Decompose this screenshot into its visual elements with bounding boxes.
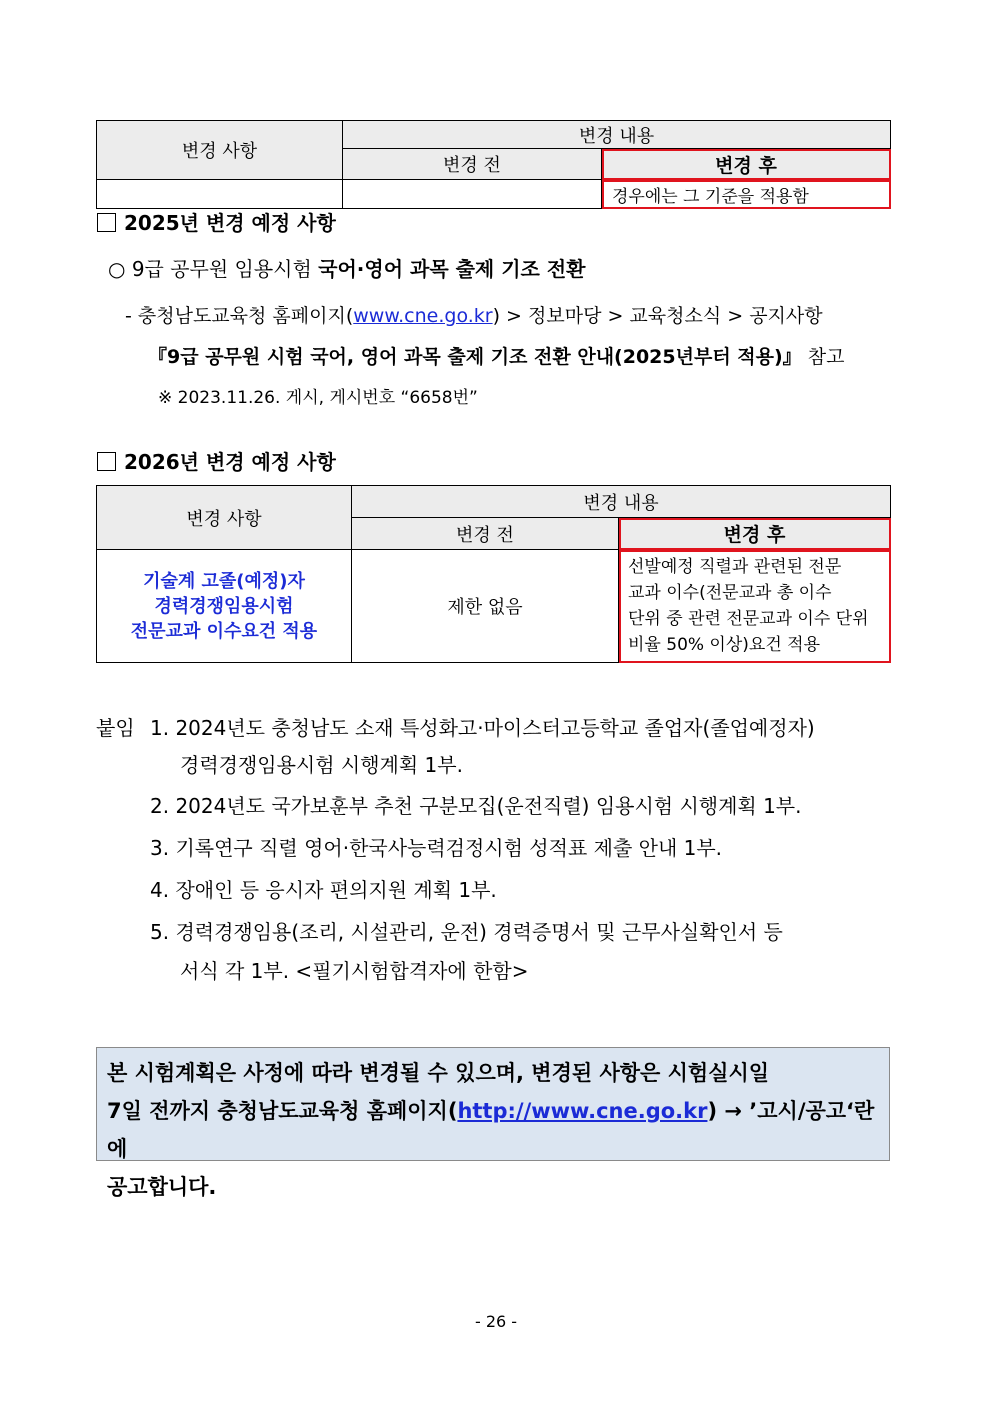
homepage-link[interactable]: www.cne.go.kr [353, 305, 493, 327]
page-number: - 26 - [474, 1312, 518, 1331]
col-change-item: 변경 사항 [97, 486, 352, 550]
bullet-text: 9급 공무원 임용시험 [131, 257, 319, 281]
notice-line: 본 시험계획은 사정에 따라 변경될 수 있으며, 변경된 사항은 시험실시일 [107, 1061, 770, 1085]
cell-after: 경우에는 그 기준을 적용함 [602, 180, 891, 209]
col-change-item: 변경 사항 [97, 121, 343, 180]
posting-note: ※ 2023.11.26. 게시, 게시번호 “6658번” [158, 388, 478, 408]
checkbox-square-icon [97, 452, 116, 471]
notice-homepage-link[interactable]: http://www.cne.go.kr [457, 1099, 708, 1123]
circle-bullet-icon: ○ [108, 257, 126, 281]
after-line: 교과 이수(전문교과 총 이수 [628, 583, 832, 603]
cell-item-empty [97, 180, 343, 209]
item-line: 경력경쟁임용시험 [154, 595, 294, 617]
section-2025-heading [97, 207, 336, 236]
attachment-item-3: 3. 기록연구 직렬 영어·한국사능력검정시험 성적표 제출 안내 1부. [150, 836, 723, 860]
after-line: 선발예정 직렬과 관련된 전문 [628, 557, 842, 577]
cell-after [619, 550, 891, 663]
after-line: 비율 50% 이상)요건 적용 [628, 635, 821, 655]
notice-text: 7일 전까지 충청남도교육청 홈페이지( [107, 1099, 458, 1123]
change-table-continued [96, 120, 891, 209]
path-suffix: ) > 정보마당 > 교육청소식 > 공지사항 [492, 305, 823, 327]
col-change-content: 변경 내용 [343, 121, 891, 149]
bullet-2025 [108, 253, 585, 282]
bullet-bold-text: 국어·영어 과목 출제 기조 전환 [318, 257, 586, 281]
col-after: 변경 후 [602, 149, 891, 180]
notice-line [107, 1092, 879, 1168]
section-2025-title: 2025년 변경 예정 사항 [124, 211, 336, 235]
notice-reference [148, 342, 844, 369]
attachments-label: 붙임 [96, 716, 135, 740]
col-after: 변경 후 [619, 518, 891, 550]
notice-line: 공고합니다. [107, 1175, 217, 1199]
attachment-item-1: 1. 2024년도 충청남도 소재 특성화고·마이스터고등학교 졸업자(졸업예정자) [150, 716, 815, 740]
notice-title: 『9급 공무원 시험 국어, 영어 과목 출제 기조 전환 안내(2025년부터 적용)』 [148, 346, 802, 368]
col-before: 변경 전 [352, 518, 619, 550]
attachment-item-5-cont: 서식 각 1부. <필기시험합격자에 한함> [180, 959, 529, 983]
cell-before-empty [343, 180, 602, 209]
checkbox-square-icon [97, 213, 116, 232]
attachment-item-1-cont: 경력경쟁임용시험 시행계획 1부. [180, 753, 463, 777]
attachment-item-5: 5. 경력경쟁임용(조리, 시설관리, 운전) 경력증명서 및 근무사실확인서 등 [150, 920, 783, 944]
notice-text: ) → ’고시/공고‘란에 [107, 1099, 875, 1161]
homepage-path [125, 301, 823, 328]
path-prefix: - 충청남도교육청 홈페이지( [125, 305, 354, 327]
attachment-item-2: 2. 2024년도 국가보훈부 추천 구분모집(운전직렬) 임용시험 시행계획 1부. [150, 794, 802, 818]
cell-before: 제한 없음 [352, 550, 619, 663]
section-2026-title: 2026년 변경 예정 사항 [124, 450, 336, 474]
change-table-2026 [96, 485, 891, 663]
notice-box [96, 1047, 890, 1199]
col-before: 변경 전 [343, 149, 602, 180]
item-line: 전문교과 이수요건 적용 [130, 620, 318, 642]
col-change-content: 변경 내용 [352, 486, 891, 518]
cell-change-item [97, 550, 352, 663]
item-line: 기술계 고졸(예정)자 [143, 570, 305, 592]
after-line: 단위 중 관련 전문교과 이수 단위 [628, 609, 869, 629]
attachment-item-4: 4. 장애인 등 응시자 편의지원 계획 1부. [150, 878, 497, 902]
notice-ref: 참고 [807, 346, 845, 368]
section-2026-heading [97, 446, 336, 475]
